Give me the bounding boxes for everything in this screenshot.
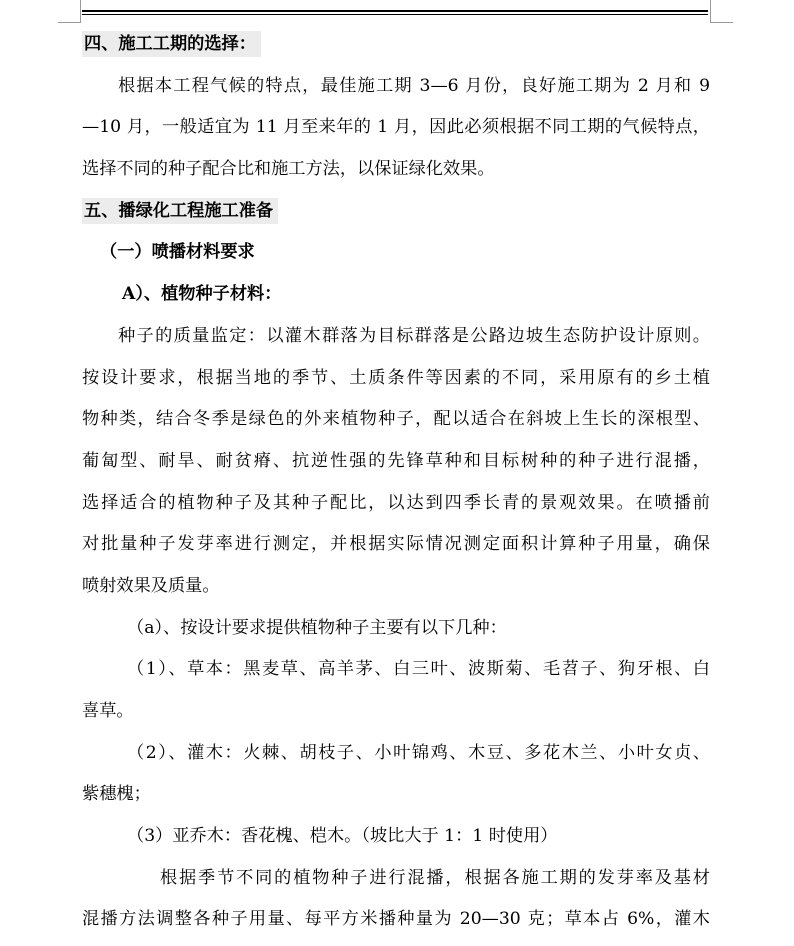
subsection-heading: （一）喷播材料要求 [100,242,255,263]
subsubsection-heading: A）、植物种子材料： [122,284,282,305]
paragraph-line: 根据季节不同的植物种子进行混播，根据各施工期的发芽率及基材 [160,867,710,888]
paragraph-line: 物种类，结合冬季是绿色的外来植物种子，配以适合在斜坡上生长的深根型、 [82,409,710,430]
header-rule [82,10,708,12]
page-corner-mark-right [710,0,733,23]
list-item: （1）、草本：黑麦草、高羊茅、白三叶、波斯菊、毛苕子、狗牙根、白 [127,659,710,680]
list-item-continuation: 喜草。 [82,701,134,721]
paragraph-line: 按设计要求，根据当地的季节、土质条件等因素的不同，采用原有的乡土植 [82,367,710,388]
header-rule-thin [82,14,708,15]
paragraph-line: —10 月，一般适宜为 11 月至来年的 1 月，因此必须根据不同工期的气候特点， [82,117,710,138]
list-item-continuation: 紫穗槐； [82,784,151,805]
section-heading-4 [82,29,710,71]
paragraph-line: 选择不同的种子配合比和施工方法，以保证绿化效果。 [82,159,495,180]
section-heading-5-text: 五、播绿化工程施工准备 [82,198,278,224]
list-item: （3）亚乔木：香花槐、桤木。（坡比大于 1：1 时使用） [127,826,558,847]
paragraph-line: 葡匐型、耐旱、耐贫瘠、抗逆性强的先锋草种和目标树种的种子进行混播， [82,450,710,471]
section-heading-4-text: 四、施工工期的选择： [82,31,261,57]
paragraph-line: 选择适合的植物种子及其种子配比，以达到四季长青的景观效果。在喷播前 [82,492,710,513]
list-item: （2）、灌木：火棘、胡枝子、小叶锦鸡、木豆、多花木兰、小叶女贞、 [127,742,710,763]
section-heading-5 [82,196,710,238]
document-body [82,29,710,946]
paragraph-line: 对批量种子发芽率进行测定，并根据实际情况测定面积计算种子用量，确保 [82,534,710,555]
paragraph-line: 根据本工程气候的特点，最佳施工期 3—6 月份，良好施工期为 2 月和 9 [118,75,710,96]
paragraph-line: 混播方法调整各种子用量、每平方米播种量为 20—30 克；草本占 6%，灌木 [82,909,710,930]
paragraph-line: 种子的质量监定：以灌木群落为目标群落是公路边坡生态防护设计原则。 [118,325,710,346]
list-intro: （a）、按设计要求提供植物种子主要有以下几种： [127,617,507,638]
page-corner-mark-left [58,0,81,23]
paragraph-line: 喷射效果及质量。 [82,575,220,596]
